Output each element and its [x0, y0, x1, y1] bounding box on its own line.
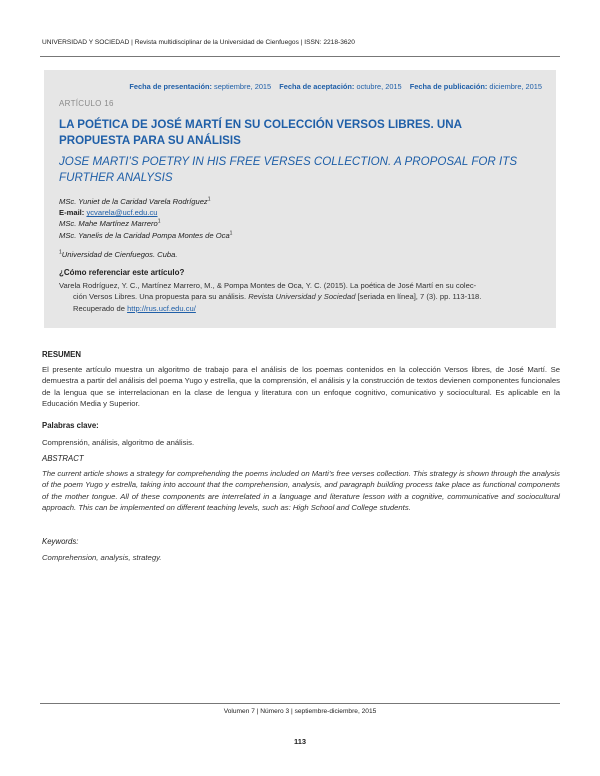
acceptance-date-label: Fecha de aceptación: [279, 82, 355, 91]
citation-text: Varela Rodríguez, Y. C., Martínez Marrero, M., & Pompa Montes de Oca, Y. C. (2015). La poética de José Martí en su colec- ción Versos Libres. Una propuesta para su análisis. Revista Universidad y Sociedad [seriada en línea], 7 (3). pp. 113-118. Recuperado de http://rus.ucf.edu.cu/ [59, 281, 482, 313]
author-2: MSc. Mahe Martínez Marrero$^1$ [59, 218, 161, 229]
author-email: E-mail: ycvarela@ucf.edu.cu [59, 208, 158, 218]
presentation-date-label: Fecha de presentación: [129, 82, 212, 91]
publication-date-value: diciembre, 2015 [489, 82, 542, 91]
palabras-clave-heading: Palabras clave: [42, 421, 99, 430]
header-divider [40, 56, 560, 57]
resumen-heading: RESUMEN [42, 350, 81, 359]
article-title-spanish: LA POÉTICA DE JOSÉ MARTÍ EN SU COLECCIÓN VERSOS LIBRES. UNA PROPUESTA PARA SU ANÁLISIS [59, 118, 462, 147]
dates-line [129, 82, 542, 91]
abstract-heading: ABSTRACT [42, 454, 84, 463]
email-link[interactable]: ycvarela@ucf.edu.cu [86, 208, 158, 218]
citation-heading: ¿Cómo referenciar este artículo? [59, 268, 185, 277]
volume-info: Volumen 7 | Número 3 | septiembre-diciembre, 2015 [223, 708, 377, 715]
author-3: MSc. Yanelis de la Caridad Pompa Montes de Oca$^1$ [59, 230, 233, 240]
publication-date-label: Fecha de publicación: [409, 82, 488, 91]
author-1: MSc. Yuniet de la Caridad Varela Rodríguez$^1$ [59, 196, 211, 206]
abstract-text: The current article shows a strategy for comprehending the poems included on Marti’s free verses collection. This strategy is shown through the analysis of the poem Yugo y estrella, taking into account that the comprehension, analysis, and paragraph building process take place as functional components of the mother tongue. All of these components are interrelated in a language and literature lesson with a cognitive, communicative and sociocultural approach. This can be implemented on different teaching levels, such as: High School and College students. [42, 469, 560, 513]
affiliation: $^1$Universidad de Cienfuegos. Cuba. [59, 249, 178, 259]
keywords-text: Comprehension, analysis, strategy. [42, 553, 162, 562]
citation-url-link[interactable]: http://rus.ucf.edu.cu/ [127, 303, 196, 313]
footer-divider [40, 703, 560, 704]
author-list [59, 196, 232, 241]
article-info-box [44, 70, 556, 328]
running-header: UNIVERSIDAD Y SOCIEDAD | Revista multidisciplinar de la Universidad de Cienfuegos | ISSN: 2218-3620 [42, 39, 355, 46]
palabras-clave-text: Comprensión, análisis, algoritmo de análisis. [42, 438, 195, 447]
keywords-heading: Keywords: [42, 537, 79, 546]
article-title-english: JOSE MARTI’S POETRY IN HIS FREE VERSES COLLECTION. A PROPOSAL FOR ITS FURTHER ANALYSIS [59, 155, 518, 184]
page-number: 113 [293, 737, 307, 746]
article-number: ARTÍCULO 16 [59, 99, 114, 108]
acceptance-date-value: octubre, 2015 [356, 82, 402, 91]
resumen-text: El presente artículo muestra un algoritmo de trabajo para el análisis de los poemas contenidos en la colección Versos libres, de José Martí. Se demuestra a partir del análisis del poema Yugo y estrella, que la comprensión, el análisis y la construcción de textos devienen componentes funcionales de la lengua que se interrelacionan en la clase de lengua y literatura con un enfoque cognitivo, comunicativo y sociocultural. Es aplicable en la Educación Media y Superior. [42, 365, 560, 409]
presentation-date-value: septiembre, 2015 [214, 82, 272, 91]
